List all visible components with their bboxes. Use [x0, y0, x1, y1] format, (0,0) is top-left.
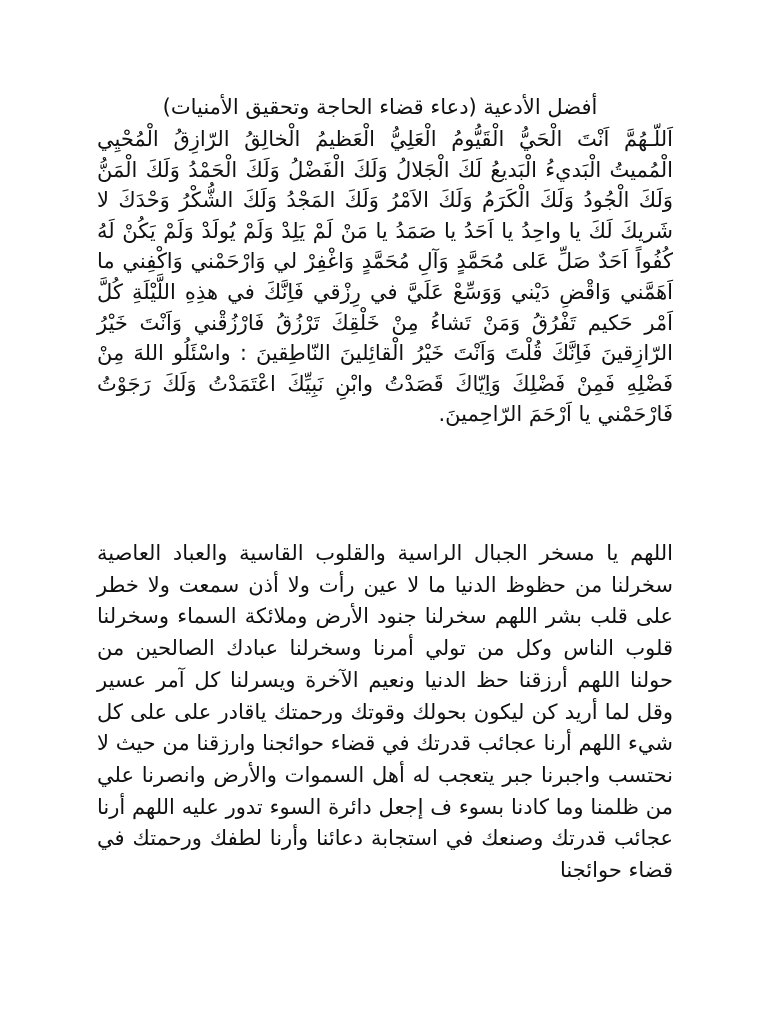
prayer-paragraph: اللهم يا مسخر الجبال الراسية والقلوب القاسية والعباد العاصية سخرلنا من حظوظ الدنيا ما لا عين رأت ولا أذن سمعت ولا خطر على قلب بشر اللهم سخرلنا جنود الأرض وملائكة السماء وسخرلنا قلوب الناس وكل من تولي أمرنا وسخرلنا عبادك الصالحين من حولنا اللهم أرزقنا حظ الدنيا ونعيم الآخرة ويسرلنا كل آمر عسير وقل لما أريد كن ليكون بحولك وقوتك ورحمتك ياقادر على على كل شيء اللهم أرنا عجائب قدرتك في قضاء حوائجنا وارزقنا من حيث لا نحتسب واجبرنا جبر يتعجب له أهل السموات والأرض وانصرنا علي من ظلمنا وما كادنا بسوء ف إجعل دائرة السوء تدور عليه اللهم أرنا عجائب قدرتك وصنعك في استجابة دعائنا وأرنا لطفك ورحمتك في قضاء حوائجنا	[97, 541, 673, 883]
document-title: أفضل الأدعية (دعاء قضاء الحاجة وتحقيق الأمنيات)	[162, 95, 598, 119]
dua-paragraph: اَللّـهُمَّ اَنْتَ الْحَيُّ الْقَيُّومُ الْعَلِيُّ الْعَظيمُ الْخالِقُ الرّازِقُ الْمُحْيِي الْمُميتُ الْبَديءُ الْبَديعُ لَكَ الْجَلالُ وَلَكَ الْفَضْلُ وَلَكَ الْحَمْدُ وَلَكَ الْمَنُّ وَلَكَ الْجُودُ وَلَكَ الْكَرَمُ وَلَكَ الاَمْرُ وَلَكَ المَجْدُ وَلَكَ الشُّكْرُ وَحْدَكَ لا شَريكَ لَكَ يا واحِدُ يا اَحَدُ يا صَمَدُ يا مَنْ لَمْ يَلِدْ وَلَمْ يُولَدْ وَلَمْ يَكُنْ لَهُ كُفُواً اَحَدٌ صَلِّ عَلى مُحَمَّدٍ وَآلِ مُحَمَّدٍ وَاغْفِرْ لي وَارْحَمْني وَاكْفِني ما اَهَمَّني وَاقْضِ دَيْني وَوَسِّعْ عَلَيَّ في رِزْقي فَاِنَّكَ في هذِهِ اللَّيْلَةِ كُلَّ اَمْر حَكيم تَفْرُقُ وَمَنْ تَشاءُ مِنْ خَلْقِكَ تَرْزُقُ فَارْزُقْني وَاَنْتَ خَيْرُ الرّازِقينَ فَاِنَّكَ قُلْتَ وَاَنْتَ خَيْرُ الْقائِلينَ النّاطِقينَ : واسْئَلُو اللهَ مِنْ فَضْلِهِ فَمِنْ فَضْلِكَ وَاِيّاكَ قَصَدْتُ وابْنِ نَبِيِّكَ اعْتَمَدْتُ وَلَكَ رَجَوْتُ فَارْحَمْني يا اَرْحَمَ الرّاحِمينَ.	[97, 127, 673, 427]
